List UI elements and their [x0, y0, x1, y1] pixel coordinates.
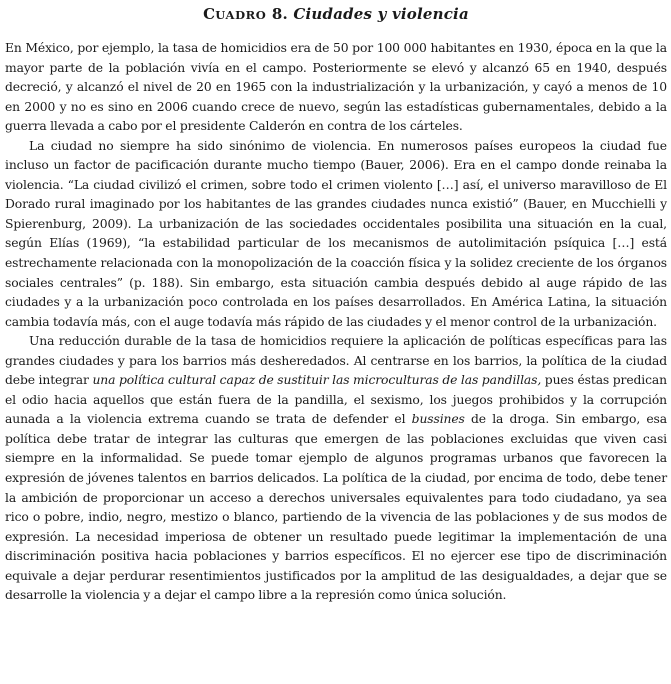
paragraph-city-violence-history — [5, 137, 667, 332]
paragraph-mexico-homicide-rates — [5, 39, 667, 137]
paragraph-text: pues éstas predican el odio hacia aquellos que están fuera de la pandilla, el sexismo, los juegos prohibidos y la corrupción aunada a la violencia extrema cuando se trata de defender el — [5, 373, 667, 427]
box-label-rest: UADRO — [215, 8, 267, 22]
box-title — [5, 0, 667, 25]
box-title-text: Ciudades y violencia — [293, 5, 469, 23]
paragraph-text: La ciudad no siempre ha sido sinónimo de violencia. En numerosos países europeos la ciudad fue incluso un factor de pacificación durante mucho tiempo (Bauer, 2006). Era en el campo donde reinaba la violencia. “La ciudad civilizó el crimen, sobre todo el crimen violento […] así, el universo maravilloso de El Dorado rural imaginado por los habitantes de las grandes ciudades nunca existió” (Bauer, en Mucchielli y Spierenburg, 2009). La urbanización de las sociedades occidentales posibilita una situación en la cual, según Elías (1969), “la estabilidad particular de los mecanismos de autolimitación psíquica […] está estrechamente relacionada con la monopolización de la coacción física y la solidez creciente de los órganos sociales centrales” (p. 188). Sin embargo, esta situación cambia después debido al auge rápido de las ciudades y a la urbanización poco controlada en los países desarrollados. En América Latina, la situación cambia todavía más, con el auge todavía más rápido de las ciudades y el menor control de la urbanización. — [5, 138, 667, 329]
box-number: 8. — [271, 5, 288, 23]
paragraph-homicide-reduction-policy — [5, 332, 667, 606]
paragraph-text: En México, por ejemplo, la tasa de homicidios era de 50 por 100 000 habitantes en 1930, época en la que la mayor parte de la población vivía en el campo. Posteriormente se elevó y alcanzó 65 en 1940, después decreció, y alcanzó el nivel de 20 en 1965 con la industrialización y la urbanización, y cayó a menos de 10 en 2000 y no es sino en 2006 cuando crece de nuevo, según las estadísticas gubernamentales, debido a la guerra llevada a cabo por el presidente Calderón en contra de los cárteles. — [5, 41, 667, 134]
paragraph-text: de la droga. Sin embargo, esa política debe tratar de integrar las culturas que emergen de las poblaciones excluidas que viven casi siempre en la informalidad. Se puede tomar ejemplo de algunos programas urbanos que favorecen la expresión de jóvenes talentos en barrios delicados. La política de la ciudad, por encima de todo, debe tener la ambición de proporcionar un acceso a derechos universales equivalentes para todo ciudadano, ya sea rico o pobre, indio, negro, mestizo o blanco, partiendo de la vivencia de las poblaciones y de sus modos de expresión. La necesidad imperiosa de obtener un resultado puede legitimar la implementación de una discriminación positiva hacia poblaciones y barrios específicos. El no ejercer ese tipo de discriminación equivale a dejar perdurar resentimientos justificados por la amplitud de las desigualdades, a dejar que se desarrolle la violencia y a dejar el campo libre a la represión como única solución. — [5, 412, 667, 603]
box-label-initial: C — [203, 5, 216, 23]
paragraph-emphasis: una política cultural capaz de sustituir las microculturas de las pandillas, — [92, 373, 542, 388]
paragraph-emphasis: bussines — [411, 412, 465, 427]
paragraph-text: Una reducción durable de la tasa de homicidios requiere la aplicación de políticas específicas para las grandes ciudades y para los barrios más desheredados. Al centrarse en los barrios, la política de la ciudad debe integrar — [5, 334, 667, 388]
